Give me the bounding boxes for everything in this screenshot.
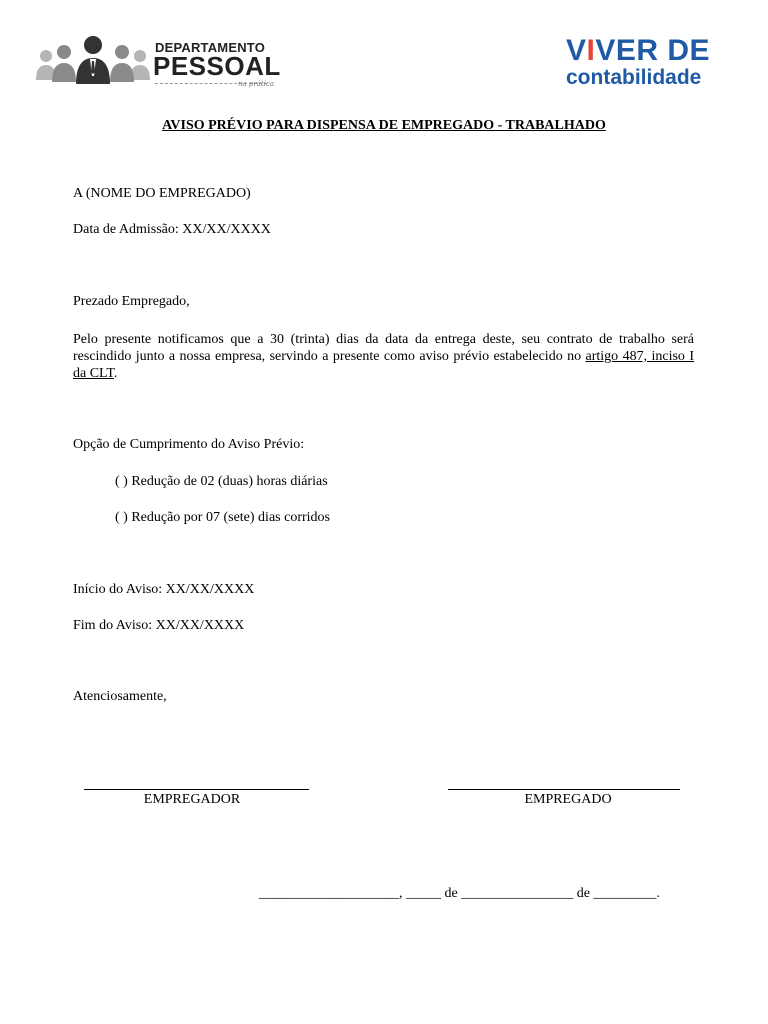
people-group-icon [34,36,152,86]
clt-article-link[interactable]: artigo 487, inciso I da CLT [73,349,694,381]
recipient: A (NOME DO EMPREGADO) [73,186,251,201]
logo-accent-letter: I [586,34,596,67]
logo-line-2: PESSOAL [153,51,281,81]
document-title: AVISO PRÉVIO PARA DISPENSA DE EMPREGADO - TRABALHADO [162,118,606,133]
option-heading: Opção de Cumprimento do Aviso Prévio: [73,437,305,452]
notice-paragraph: Pelo presente notificamos que a 30 (trinta) dias da data da entrega deste, seu contrato de trabalho será rescindido junto a nossa empresa, servindo a presente como aviso prévio estabelecido no artigo 487, inciso I da CLT. [73,332,694,381]
employer-label: EMPREGADOR [143,792,241,807]
place-date-line: ____________________, _____ de ________________ de _________. [259,886,660,901]
departamento-pessoal-logo [34,34,284,92]
viver-de-contabilidade-logo [566,36,736,94]
greeting: Prezado Empregado, [73,294,190,309]
option-reduction-days: ( ) Redução por 07 (sete) dias corridos [115,510,330,525]
employee-signature-line [448,789,680,790]
notice-end-date: Fim do Aviso: XX/XX/XXXX [73,618,245,633]
closing: Atenciosamente, [73,689,167,704]
option-reduction-hours: ( ) Redução de 02 (duas) horas diárias [115,474,328,489]
employee-label: EMPREGADO [524,792,612,807]
logo-tagline: na prática [238,80,275,88]
admission-date: Data de Admissão: XX/XX/XXXX [73,222,271,237]
notice-start-date: Início do Aviso: XX/XX/XXXX [73,582,255,597]
employer-signature-line [84,789,309,790]
logo-contabilidade: contabilidade [566,66,702,89]
logo-viver-de: VIVER DE [566,34,711,67]
logo-line-1: DEPARTAMENTO [155,40,266,55]
